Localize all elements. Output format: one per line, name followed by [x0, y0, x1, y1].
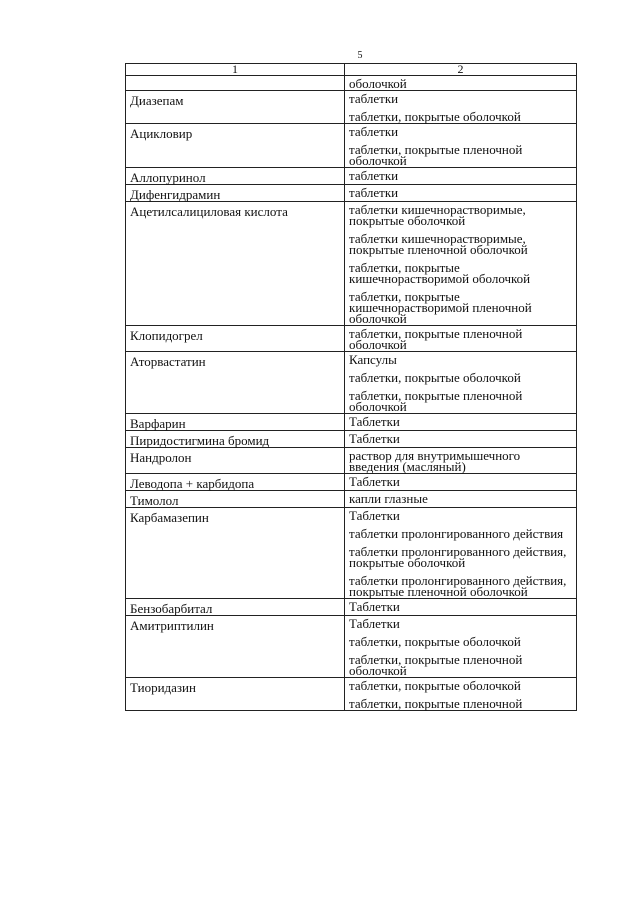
dosage-form-entry: Таблетки [349, 474, 400, 489]
dosage-form-entry: таблетки кишечнорастворимые, покрытые пленочной оболочкой [349, 231, 528, 257]
dosage-form-entry: таблетки [349, 185, 399, 200]
dosage-form-entry: капли глазные [349, 491, 428, 506]
dosage-form-cell [345, 168, 577, 185]
drug-name-cell: Карбамазепин [126, 508, 345, 599]
dosage-form-cell [345, 76, 577, 91]
drug-name-cell: Амитриптилин [126, 616, 345, 678]
drug-name-cell: Дифенгидрамин [126, 185, 345, 202]
drug-name-cell: Тимолол [126, 491, 345, 508]
drug-name-cell: Ацетилсалициловая кислота [126, 202, 345, 326]
drug-name-cell: Тиоридазин [126, 678, 345, 711]
table-row [126, 326, 577, 352]
column-header-2: 2 [345, 64, 577, 76]
dosage-form-entry: таблетки пролонгированного действия, покрытые пленочной оболочкой [349, 573, 567, 599]
table-row [126, 678, 577, 711]
column-header-1: 1 [126, 64, 345, 76]
dosage-form-cell [345, 352, 577, 414]
dosage-form-entry: Таблетки [349, 508, 400, 523]
dosage-form-cell [345, 185, 577, 202]
table-row [126, 474, 577, 491]
dosage-form-entry: Таблетки [349, 431, 400, 446]
drug-name-cell: Диазепам [126, 91, 345, 124]
dosage-form-cell [345, 431, 577, 448]
dosage-form-entry: таблетки, покрытые пленочной оболочкой [349, 652, 523, 678]
dosage-form-cell [345, 474, 577, 491]
table-row [126, 599, 577, 616]
table-row [126, 448, 577, 474]
drug-name-cell: Аторвастатин [126, 352, 345, 414]
dosage-form-cell [345, 91, 577, 124]
table-row [126, 76, 577, 91]
dosage-form-cell [345, 678, 577, 711]
dosage-form-entry: таблетки, покрытые оболочкой [349, 678, 521, 693]
dosage-form-cell [345, 599, 577, 616]
dosage-form-entry: Таблетки [349, 414, 400, 429]
dosage-form-entry: таблетки, покрытые пленочной оболочкой [349, 326, 523, 352]
table-row [126, 508, 577, 599]
table-row [126, 352, 577, 414]
dosage-form-entry: раствор для внутримышечного введения (масляный) [349, 448, 521, 474]
table-row [126, 185, 577, 202]
drug-name-cell: Аллопуринол [126, 168, 345, 185]
drug-table [125, 63, 577, 711]
page-number: 5 [357, 50, 363, 61]
dosage-form-cell [345, 414, 577, 431]
dosage-form-cell [345, 508, 577, 599]
dosage-form-entry: таблетки, покрытые оболочкой [349, 109, 521, 124]
table-body [126, 76, 577, 711]
table-row [126, 91, 577, 124]
dosage-form-cell [345, 326, 577, 352]
dosage-form-entry: таблетки, покрытые пленочной [349, 696, 523, 711]
dosage-form-entry: таблетки [349, 124, 399, 139]
dosage-form-entry: таблетки, покрытые пленочной оболочкой [349, 142, 523, 168]
dosage-form-entry: таблетки кишечнорастворимые, покрытые оболочкой [349, 202, 526, 228]
table-row [126, 431, 577, 448]
dosage-form-entry: таблетки [349, 168, 399, 183]
dosage-form-cell [345, 448, 577, 474]
dosage-form-entry: Таблетки [349, 616, 400, 631]
drug-name-cell: Варфарин [126, 414, 345, 431]
dosage-form-entry: таблетки, покрытые оболочкой [349, 634, 521, 649]
dosage-form-cell [345, 124, 577, 168]
table-row [126, 202, 577, 326]
table-row [126, 168, 577, 185]
dosage-form-entry: оболочкой [349, 76, 407, 91]
dosage-form-cell [345, 491, 577, 508]
drug-name-cell: Ацикловир [126, 124, 345, 168]
table-row [126, 124, 577, 168]
dosage-form-cell [345, 202, 577, 326]
table-row [126, 414, 577, 431]
dosage-form-cell [345, 616, 577, 678]
drug-name-cell: Нандролон [126, 448, 345, 474]
dosage-form-entry: Капсулы [349, 352, 397, 367]
table-header-row [126, 64, 577, 76]
dosage-form-entry: таблетки, покрытые пленочной оболочкой [349, 388, 523, 414]
dosage-form-entry: таблетки, покрытые оболочкой [349, 370, 521, 385]
drug-name-cell: Пиридостигмина бромид [126, 431, 345, 448]
drug-name-cell: Леводопа + карбидопа [126, 474, 345, 491]
dosage-form-entry: таблетки пролонгированного действия [349, 526, 564, 541]
dosage-form-entry: таблетки [349, 91, 399, 106]
dosage-form-entry: таблетки, покрытые кишечнорастворимой оболочкой [349, 260, 531, 286]
table-row [126, 616, 577, 678]
drug-name-cell: Бензобарбитал [126, 599, 345, 616]
table-row [126, 491, 577, 508]
dosage-form-entry: таблетки, покрытые кишечнорастворимой пленочной оболочкой [349, 289, 532, 326]
dosage-form-entry: таблетки пролонгированного действия, покрытые оболочкой [349, 544, 567, 570]
dosage-form-entry: Таблетки [349, 599, 400, 614]
drug-name-cell: Клопидогрел [126, 326, 345, 352]
drug-name-cell [126, 76, 345, 91]
